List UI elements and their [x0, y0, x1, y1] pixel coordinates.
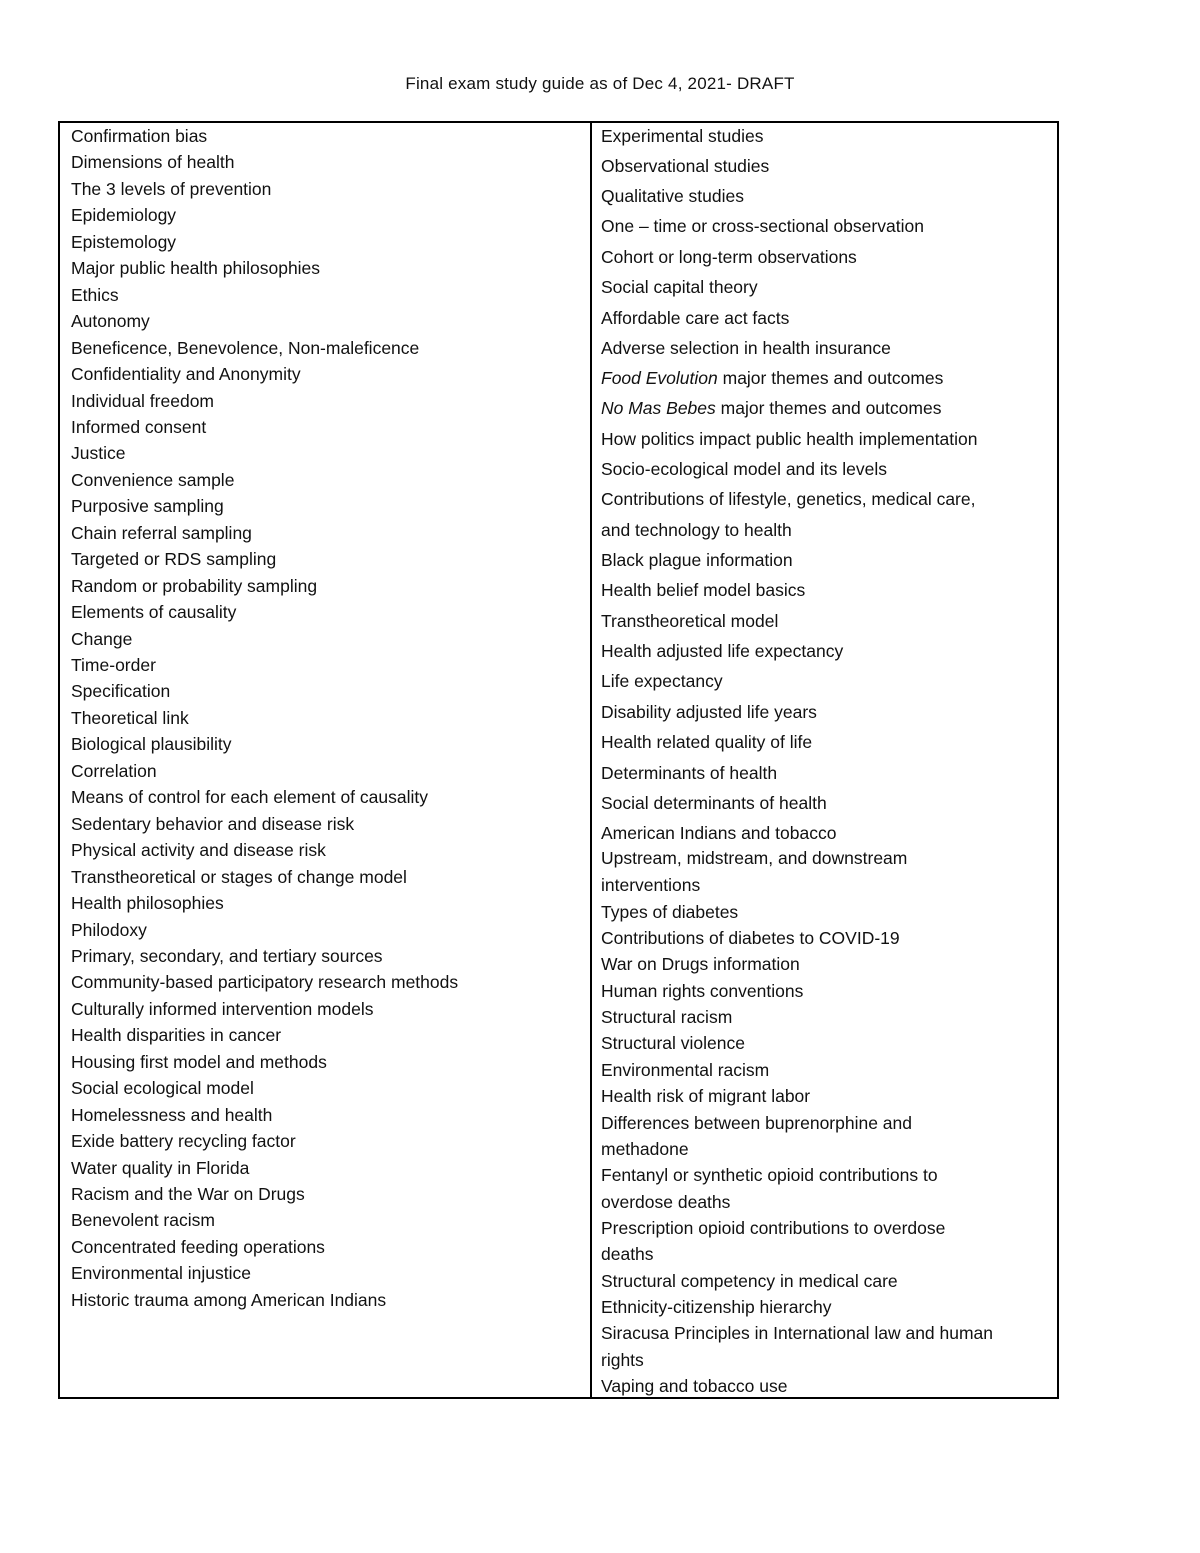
- right-list-item: Health belief model basics: [601, 580, 806, 600]
- right-list-item: Vaping and tobacco use: [601, 1376, 788, 1396]
- study-guide-table: [58, 121, 1059, 1399]
- right-list-item: Socio-ecological model and its levels: [601, 459, 887, 479]
- right-list-item: interventions: [601, 875, 701, 895]
- right-list-item: Human rights conventions: [601, 981, 804, 1001]
- right-list-item: Structural racism: [601, 1007, 733, 1027]
- left-list-item: Major public health philosophies: [71, 258, 321, 278]
- left-list-item: Exide battery recycling factor: [71, 1131, 296, 1151]
- left-list-item: Culturally informed intervention models: [71, 999, 374, 1019]
- right-list-item: deaths: [601, 1244, 654, 1264]
- left-list-item: Sedentary behavior and disease risk: [71, 814, 355, 834]
- right-list-item: Prescription opioid contributions to overdose: [601, 1218, 946, 1238]
- right-list-item: Health adjusted life expectancy: [601, 641, 844, 661]
- right-list-item: Upstream, midstream, and downstream: [601, 848, 908, 868]
- left-list-item: Concentrated feeding operations: [71, 1237, 325, 1257]
- left-list-item: Elements of causality: [71, 602, 237, 622]
- right-list-item: Qualitative studies: [601, 186, 744, 206]
- left-list-item: Convenience sample: [71, 470, 235, 490]
- left-list-item: Time-order: [71, 655, 156, 675]
- left-list-item: Biological plausibility: [71, 734, 232, 754]
- right-list-item: Contributions of diabetes to COVID-19: [601, 928, 900, 948]
- right-list-item: Types of diabetes: [601, 902, 739, 922]
- left-list-item: Physical activity and disease risk: [71, 840, 326, 860]
- left-list-item: Theoretical link: [71, 708, 189, 728]
- right-list-item: Experimental studies: [601, 126, 764, 146]
- right-list-item: [601, 398, 941, 419]
- right-list-item: Social determinants of health: [601, 793, 827, 813]
- left-list-item: Water quality in Florida: [71, 1158, 250, 1178]
- right-list-item: Contributions of lifestyle, genetics, medical care,: [601, 489, 976, 509]
- left-list-item: The 3 levels of prevention: [71, 179, 272, 199]
- column-divider: [590, 123, 592, 1397]
- right-list-item: American Indians and tobacco: [601, 823, 837, 843]
- left-list-item: Specification: [71, 681, 171, 701]
- right-list-item: Observational studies: [601, 156, 770, 176]
- right-list-item: War on Drugs information: [601, 954, 800, 974]
- right-list-item: Health risk of migrant labor: [601, 1086, 811, 1106]
- left-list-item: Benevolent racism: [71, 1210, 215, 1230]
- right-list-item: rights: [601, 1350, 644, 1370]
- left-list-item: Health philosophies: [71, 893, 224, 913]
- left-list-item: Confidentiality and Anonymity: [71, 364, 301, 384]
- right-list-item: [601, 368, 943, 389]
- film-title: Food Evolution: [601, 368, 718, 388]
- left-list-item: Dimensions of health: [71, 152, 235, 172]
- right-list-item: Differences between buprenorphine and: [601, 1113, 913, 1133]
- right-list-item: Fentanyl or synthetic opioid contributions to: [601, 1165, 938, 1185]
- right-list-item: Black plague information: [601, 550, 793, 570]
- left-list-item: Chain referral sampling: [71, 523, 252, 543]
- left-list-item: Historic trauma among American Indians: [71, 1290, 387, 1310]
- right-list-item: Affordable care act facts: [601, 308, 790, 328]
- left-list-item: Philodoxy: [71, 920, 147, 940]
- left-list-item: Random or probability sampling: [71, 576, 318, 596]
- left-list-item: Housing first model and methods: [71, 1052, 327, 1072]
- right-list-item: Environmental racism: [601, 1060, 770, 1080]
- right-list-item: Siracusa Principles in International law and human: [601, 1323, 994, 1343]
- right-list-item: Adverse selection in health insurance: [601, 338, 891, 358]
- left-list-item: Homelessness and health: [71, 1105, 273, 1125]
- right-list-item: overdose deaths: [601, 1192, 731, 1212]
- left-list-item: Epistemology: [71, 232, 177, 252]
- right-list-item: Life expectancy: [601, 671, 723, 691]
- right-list-item: Disability adjusted life years: [601, 702, 817, 722]
- right-list-item: Cohort or long-term observations: [601, 247, 857, 267]
- right-list-item: Structural competency in medical care: [601, 1271, 898, 1291]
- left-list-item: Individual freedom: [71, 391, 214, 411]
- left-list-item: Ethics: [71, 285, 119, 305]
- right-list-item: methadone: [601, 1139, 689, 1159]
- right-list-item: Transtheoretical model: [601, 611, 779, 631]
- right-list-item: One – time or cross-sectional observation: [601, 216, 924, 236]
- film-title: No Mas Bebes: [601, 398, 716, 418]
- left-list-item: Health disparities in cancer: [71, 1025, 282, 1045]
- left-list-item: Justice: [71, 443, 126, 463]
- left-list-item: Means of control for each element of causality: [71, 787, 428, 807]
- left-list-item: Confirmation bias: [71, 126, 208, 146]
- right-list-item: How politics impact public health implementation: [601, 429, 978, 449]
- right-list-item: Health related quality of life: [601, 732, 813, 752]
- left-list-item: Primary, secondary, and tertiary sources: [71, 946, 383, 966]
- item-text: major themes and outcomes: [717, 368, 944, 388]
- page-title: Final exam study guide as of Dec 4, 2021- DRAFT: [405, 74, 795, 93]
- left-list-item: Transtheoretical or stages of change model: [71, 867, 407, 887]
- left-list-item: Community-based participatory research methods: [71, 972, 459, 992]
- left-list-item: Change: [71, 629, 133, 649]
- left-list-item: Environmental injustice: [71, 1263, 251, 1283]
- left-list-item: Targeted or RDS sampling: [71, 549, 277, 569]
- left-list-item: Epidemiology: [71, 205, 177, 225]
- left-list-item: Purposive sampling: [71, 496, 224, 516]
- right-list-item: Ethnicity-citizenship hierarchy: [601, 1297, 832, 1317]
- right-list-item: Structural violence: [601, 1033, 745, 1053]
- right-list-item: Social capital theory: [601, 277, 758, 297]
- right-list-item: and technology to health: [601, 520, 792, 540]
- left-list-item: Racism and the War on Drugs: [71, 1184, 305, 1204]
- right-list-item: Determinants of health: [601, 763, 778, 783]
- left-list-item: Beneficence, Benevolence, Non-maleficence: [71, 338, 420, 358]
- item-text: major themes and outcomes: [715, 398, 942, 418]
- left-list-item: Correlation: [71, 761, 157, 781]
- left-list-item: Autonomy: [71, 311, 150, 331]
- left-list-item: Informed consent: [71, 417, 207, 437]
- left-list-item: Social ecological model: [71, 1078, 254, 1098]
